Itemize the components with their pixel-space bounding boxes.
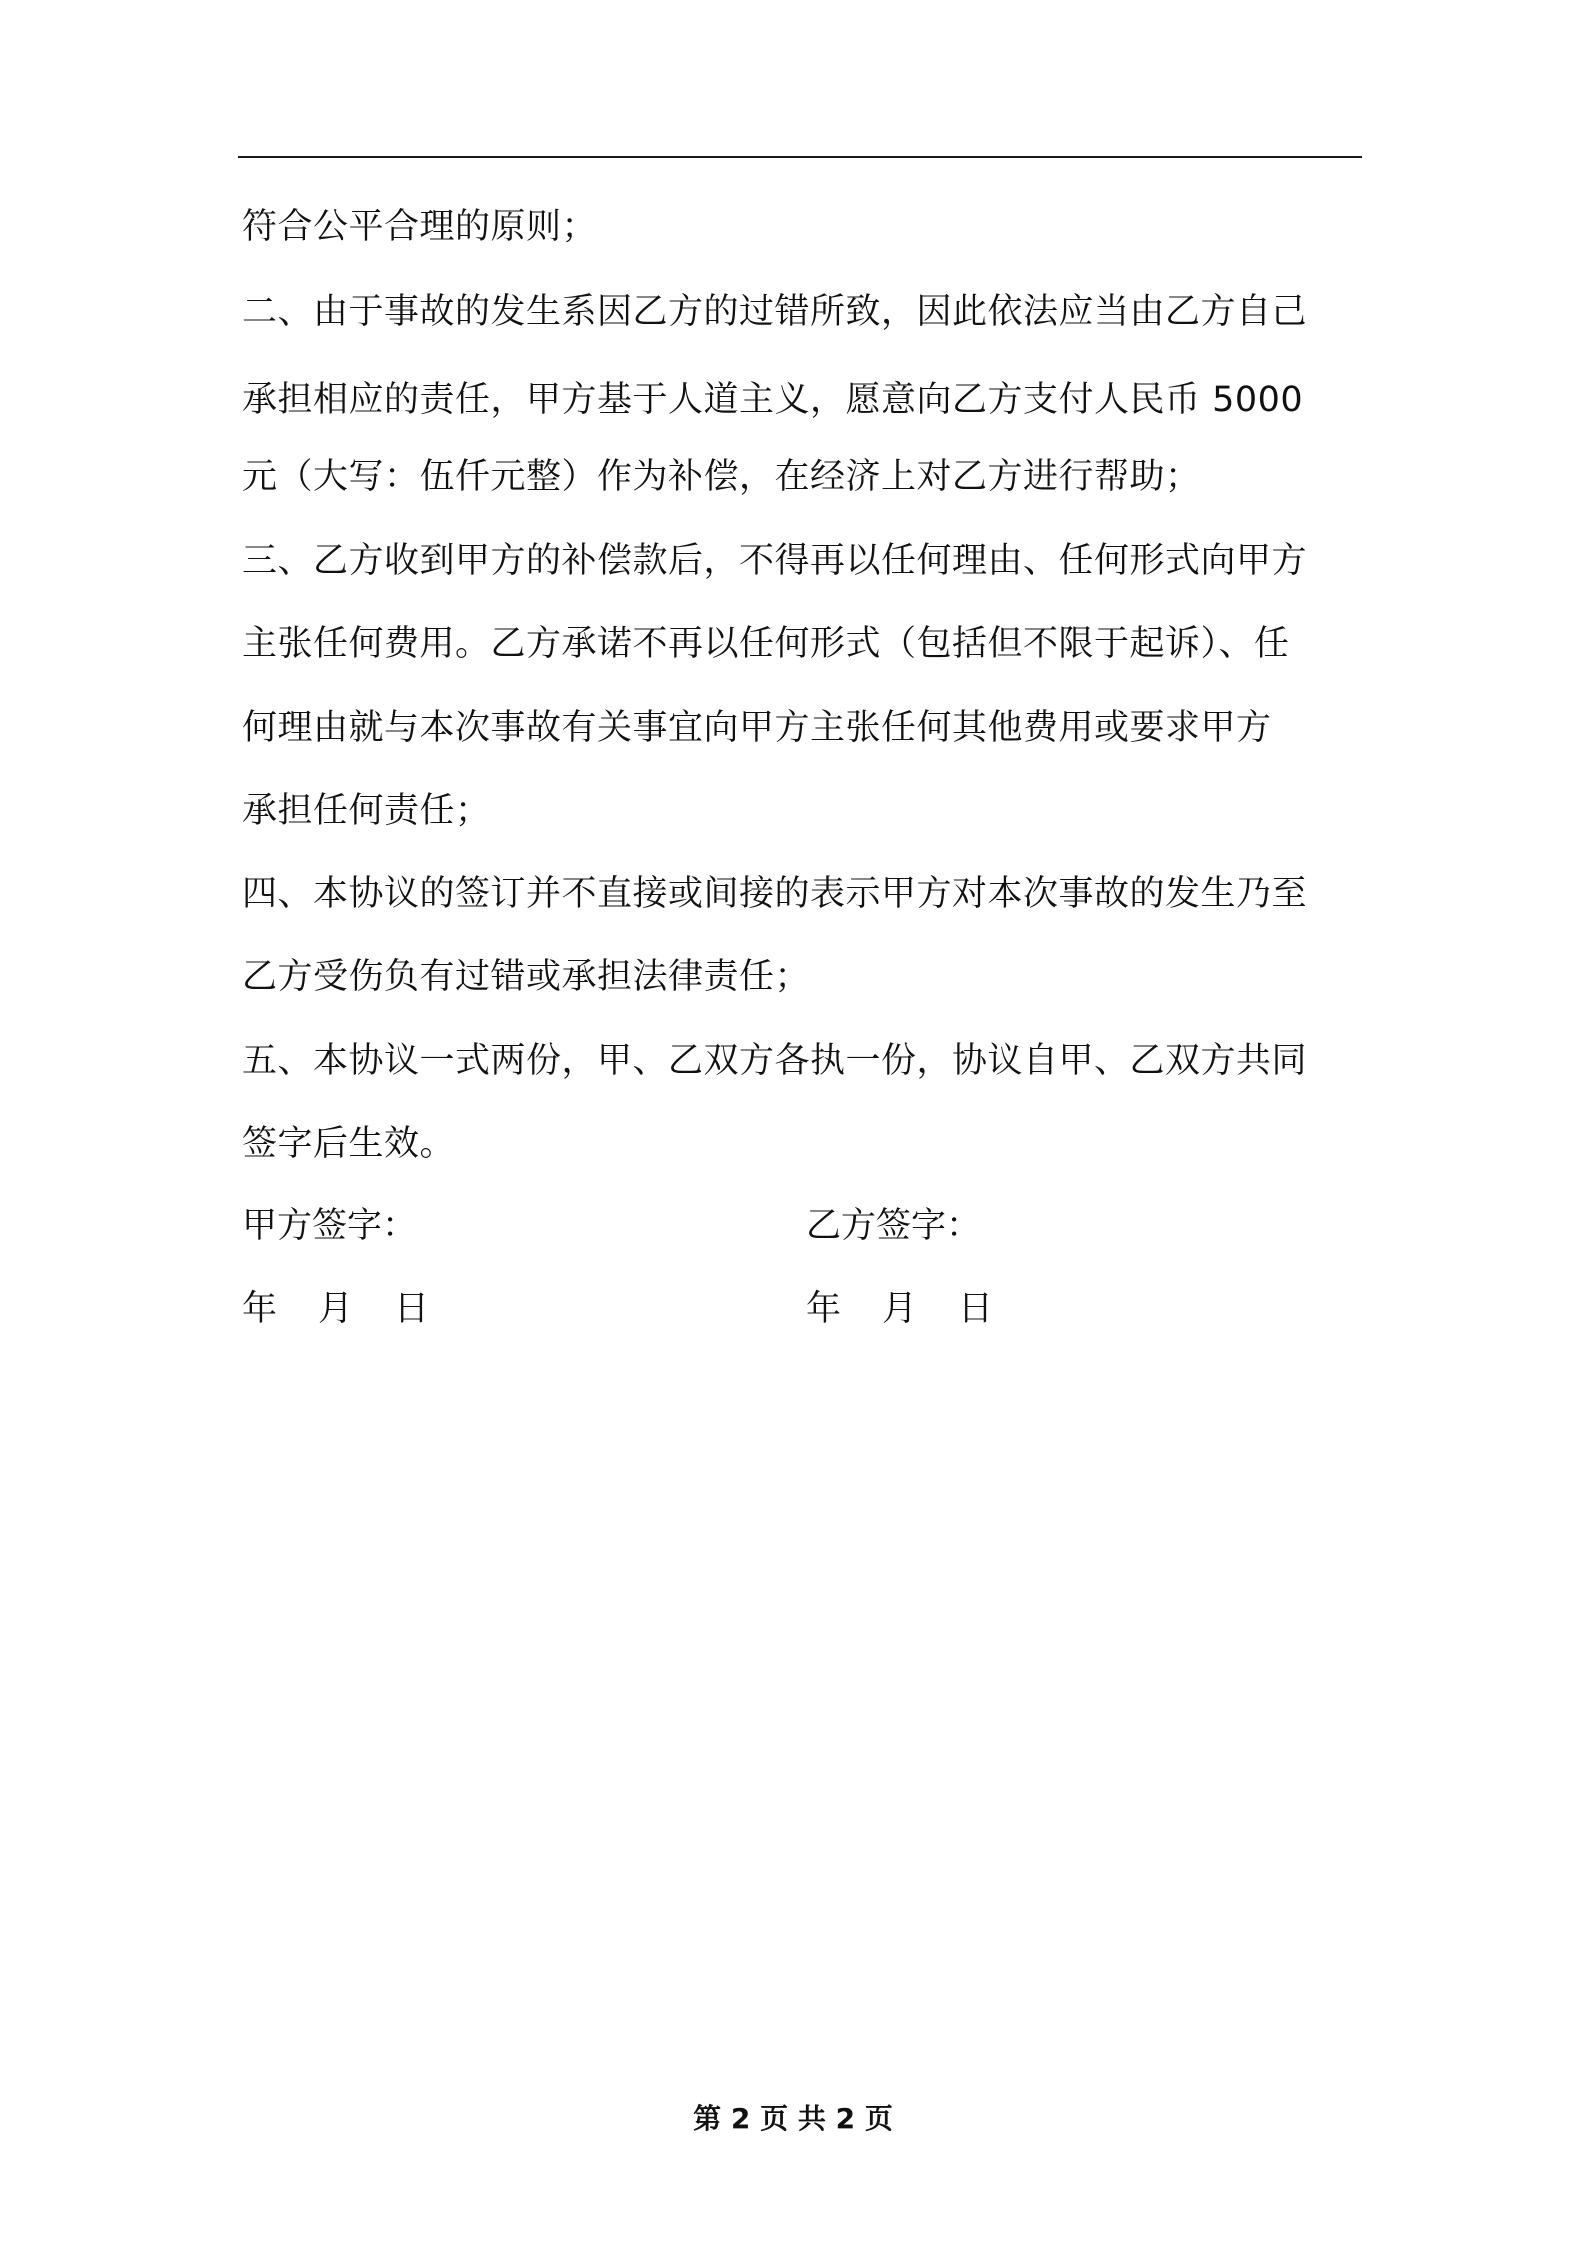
party-b-date-year: 年 [806,1289,842,1329]
party-a-date-day: 日 [394,1289,430,1329]
party-a-signature-label: 甲方签字： [242,1206,418,1246]
clause-5-line-2: 签字后生效。 [242,1124,456,1164]
party-b-date-day: 日 [958,1289,994,1329]
clause-4-line-2: 乙方受伤负有过错或承担法律责任； [242,957,811,997]
body-line-1: 符合公平合理的原则； [242,207,598,247]
clause-3-line-3: 何理由就与本次事故有关事宜向甲方主张任何其他费用或要求甲方 [242,708,1272,748]
page-number-footer: 第 2 页 共 2 页 [693,2102,893,2135]
clause-2-line-2: 承担相应的责任，甲方基于人道主义，愿意向乙方支付人民币 5000 [242,380,1304,420]
header-rule [238,156,1362,158]
party-a-date-year: 年 [242,1289,278,1329]
clause-3-line-2: 主张任何费用。乙方承诺不再以任何形式（包括但不限于起诉）、任 [242,624,1290,664]
clause-2-line-1: 二、由于事故的发生系因乙方的过错所致，因此依法应当由乙方自己 [242,292,1308,332]
clause-5-line-1: 五、本协议一式两份，甲、乙双方各执一份，协议自甲、乙双方共同 [242,1041,1308,1081]
party-a-date [242,1289,470,1329]
clause-4-line-1: 四、本协议的签订并不直接或间接的表示甲方对本次事故的发生乃至 [242,874,1308,914]
party-b-date-month: 月 [882,1289,918,1329]
clause-3-line-4: 承担任何责任； [242,791,491,831]
party-b-date [806,1289,1034,1329]
clause-3-line-1: 三、乙方收到甲方的补偿款后，不得再以任何理由、任何形式向甲方 [242,541,1308,581]
party-b-signature-label: 乙方签字： [806,1206,982,1246]
clause-2-line-3: 元（大写：伍仟元整）作为补偿，在经济上对乙方进行帮助； [242,457,1201,497]
party-a-date-month: 月 [318,1289,354,1329]
